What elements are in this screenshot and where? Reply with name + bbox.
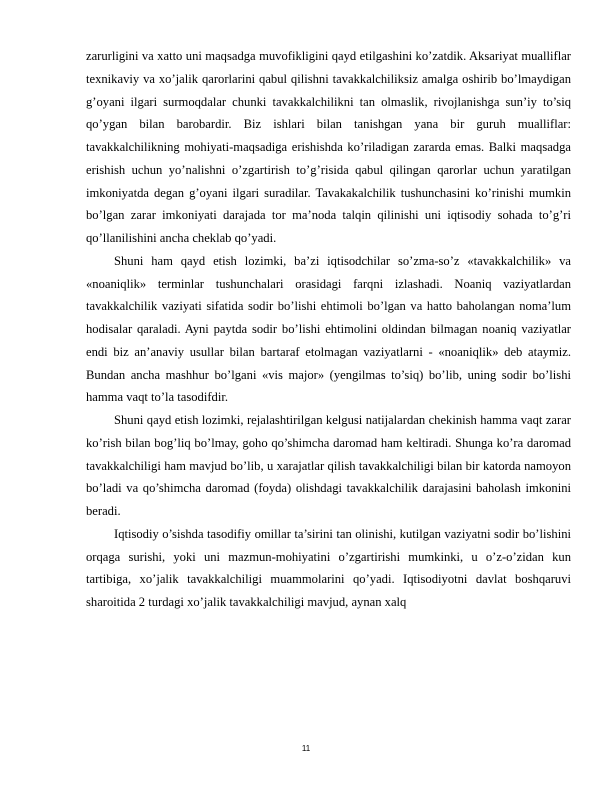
page-number: 11 — [301, 744, 311, 753]
body-text — [86, 45, 571, 614]
paragraph-3: Shuni qayd etish lozimki, rejalashtirilgan kelgusi natijalardan chekinish hamma vaqt zarar ko’rish bilan bog’liq bo’lmay, goho qo’shimcha daromad ham keltiradi. Shunga ko’ra daromad tavakkalchiligi ham mavjud bo’lib, u xarajatlar qilish tavakkalchiligi bilan bir katorda namoyon bo’ladi va qo’shimcha daromad (foyda) olishdagi tavakkalchilik darajasini baholash imkonini beradi. — [86, 413, 571, 518]
paragraph-1: zarurligini va xatto uni maqsadga muvofikligini qayd etilgashini ko’zatdik. Aksariyat mualliflar texnikaviy va xo’jalik qarorlarini qabul qilishni tavakkalchiliksiz amalga oshirib bo’lmaydigan g’oyani ilgari surmoqdalar chunki tavakkalchilikni tan olmaslik, rivojlanishga sun’iy to’siq qo’ygan bilan barobardir. Biz ishlari bilan tanishgan yana bir guruh mualliflar: tavakkalchilikning mohiyati-maqsadiga erishishda ko’riladigan zararda emas. Balki maqsadga erishish uchun yo’nalishni o’zgartirish to’g’risida qabul qilingan qarorlar uchun yaratilgan imkoniyatda degan g’oyani ilgari suradilar. Tavakakalchilik tushunchasini ko’rinishi mumkin bo’lgan zarar imkoniyati darajada tor ma’noda talqin qilinishi uni iqtisodiy sohada to’g’ri qo’llanilishini ancha cheklab qo’yadi. — [86, 49, 571, 245]
paragraph-4: Iqtisodiy o’sishda tasodifiy omillar ta’sirini tan olinishi, kutilgan vaziyatni sodir bo’lishini orqaga surishi, yoki uni mazmun-mohiyatini o’zgartirishi mumkinki, u o’z-o’zidan kun tartibiga, xo’jalik tavakkalchiligi muammolarini qo’yadi. Iqtisodiyotni davlat boshqaruvi sharoitida 2 turdagi xo’jalik tavakkalchiligi mavjud, aynan xalq — [86, 526, 571, 609]
paragraph-2: Shuni ham qayd etish lozimki, ba’zi iqtisodchilar so’zma-so’z «tavakkalchilik» va «noaniqlik» terminlar tushunchalari orasidagi farqni izlashadi. Noaniq vaziyatlardan tavakkalchilik vaziyati sifatida sodir bo’lishi ehtimoli bo’lgan va hatto baholangan noma’lum hodisalar qaraladi. Ayni paytda sodir bo’lishi ehtimolini oldindan bilmagan noaniq vaziyatlar endi biz an’anaviy usullar bilan bartaraf etolmagan vaziyatlarni - «noaniqlik» deb ataymiz. Bundan ancha mashhur bo’lgani «vis major» (yengilmas to’siq) bo’lib, uning sodir bo’lishi hamma vaqt to’la tasodifdir. — [86, 253, 571, 405]
